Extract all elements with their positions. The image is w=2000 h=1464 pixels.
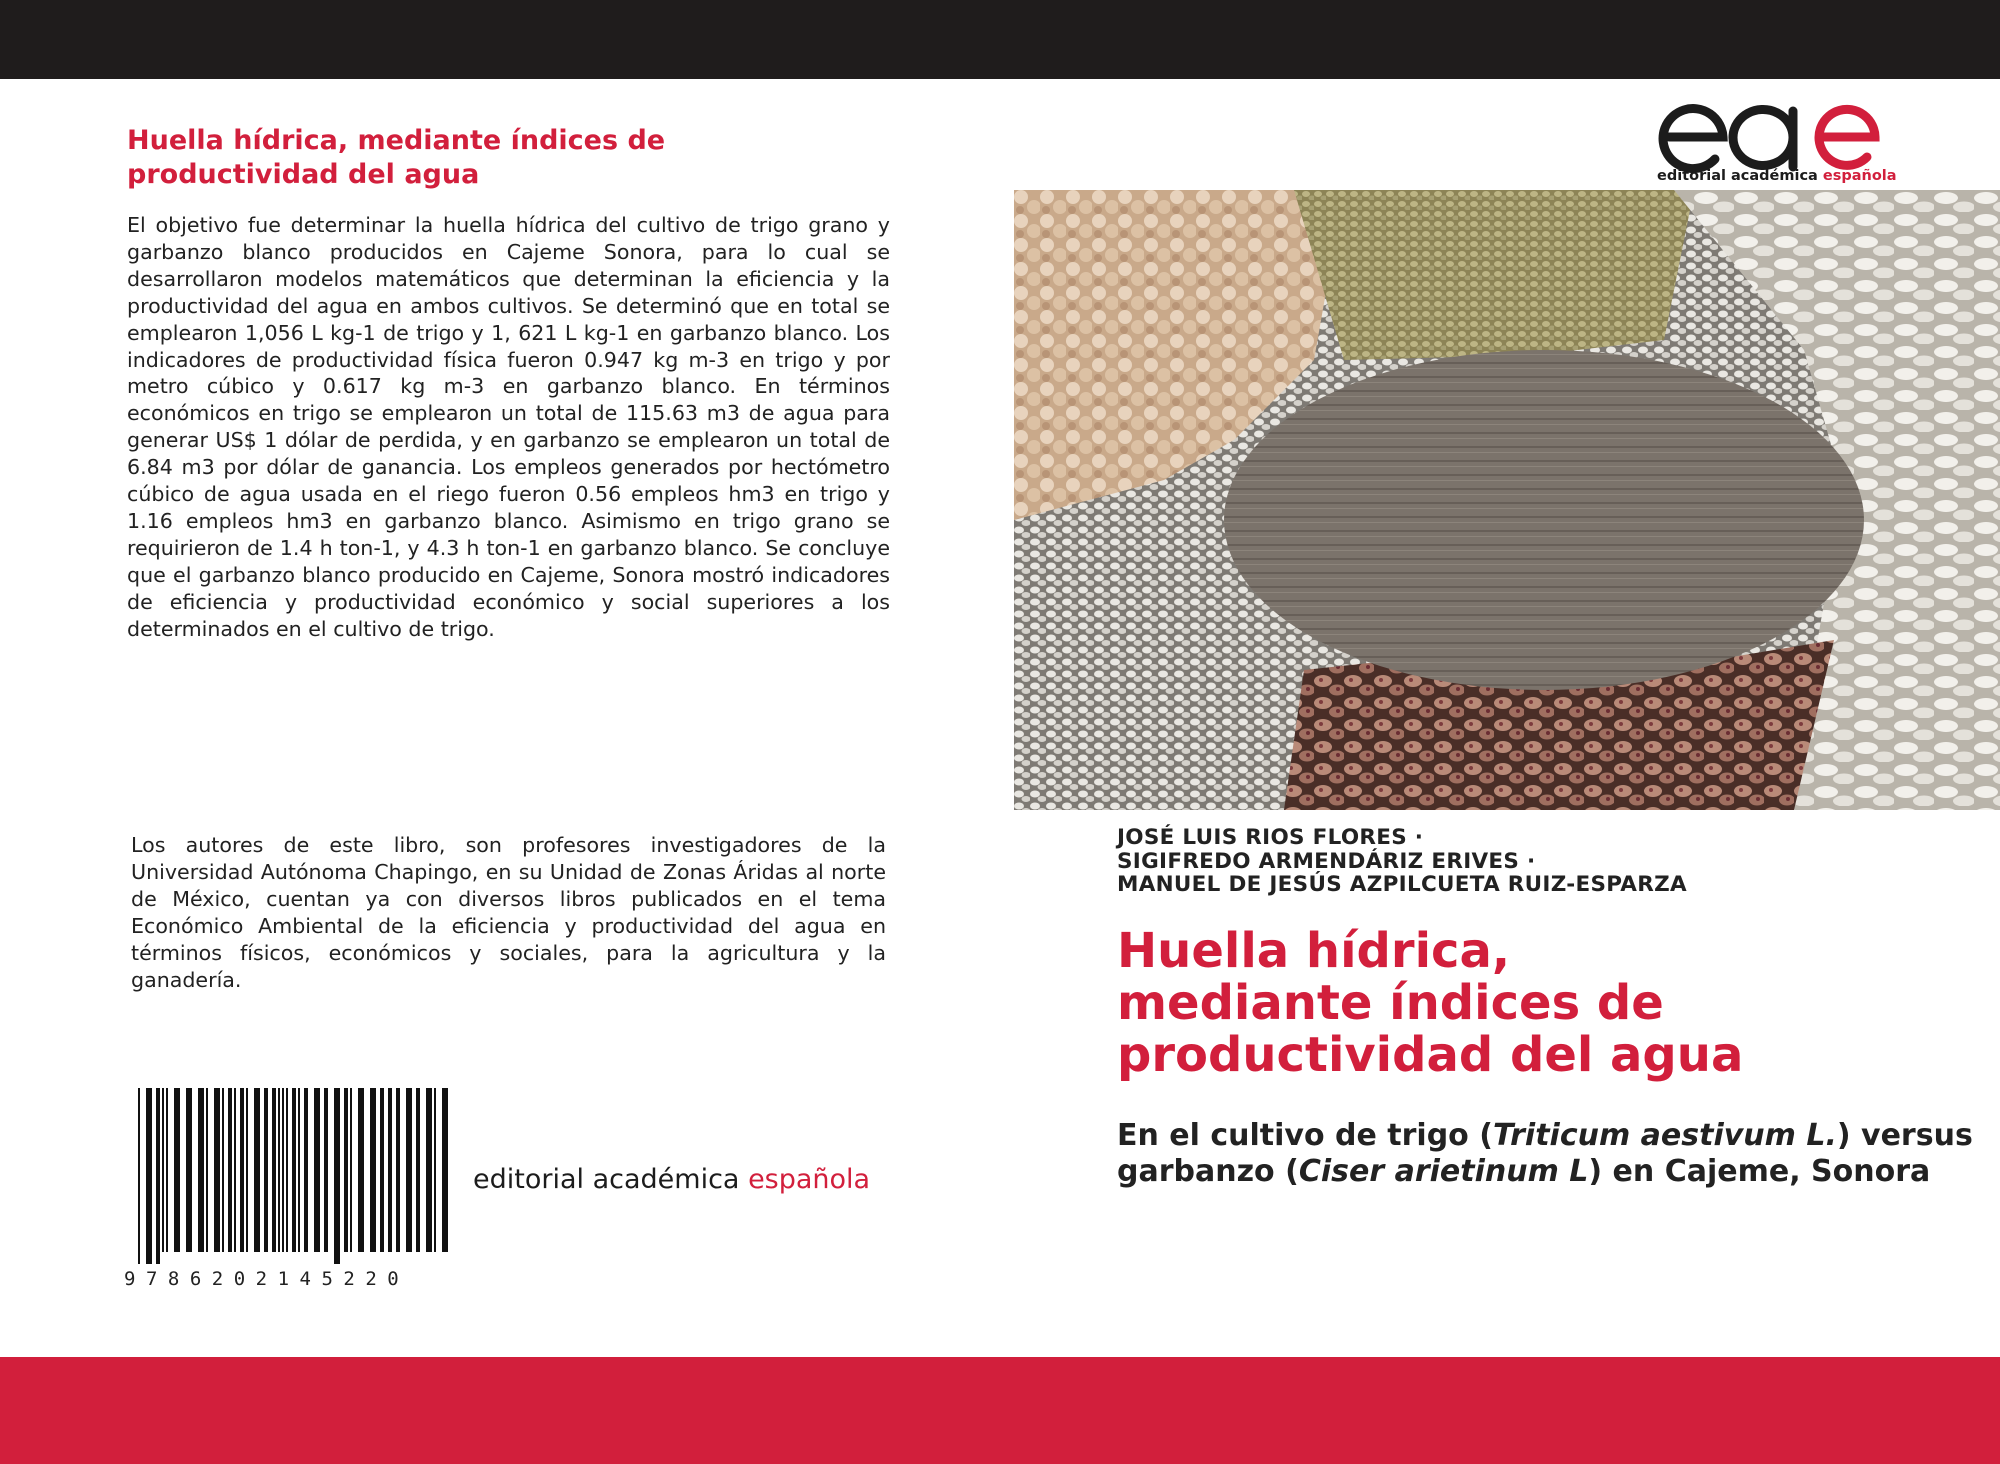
barcode-bar — [282, 1088, 284, 1252]
barcode-bar — [396, 1088, 400, 1252]
publisher-name — [473, 1164, 893, 1195]
barcode-bar — [406, 1088, 412, 1252]
barcode-bar — [186, 1088, 192, 1252]
back-title-line-2: productividad del agua — [127, 159, 480, 190]
cover-photo-legumes — [1014, 190, 2000, 810]
barcode-bar — [380, 1088, 384, 1252]
barcode-bar — [234, 1088, 236, 1252]
isbn-barcode — [124, 1088, 460, 1298]
bottom-band — [0, 1357, 2000, 1464]
author-2: SIGIFREDO ARMENDÁRIZ ERIVES · — [1117, 848, 1536, 874]
authors-bio: Los autores de este libro, son profesores investigadores de la Universidad Autónoma Chapingo, en su Unidad de Zonas Áridas al norte de México, cuentan ya con diversos libros publicados en el tema Económico Ambiental de la eficiencia y productividad del agua en términos físicos, económicos y sociales, para la agricultura y la ganadería. — [131, 833, 886, 992]
front-title — [1117, 925, 1977, 1081]
barcode-bar — [138, 1088, 140, 1264]
barcode-bar — [292, 1088, 296, 1252]
top-band — [0, 0, 2000, 79]
barcode-bar — [434, 1088, 436, 1252]
barcode-bar — [370, 1088, 376, 1252]
barcode-bar — [334, 1088, 340, 1264]
barcode-bar — [240, 1088, 244, 1252]
subtitle-part-1: En el cultivo de trigo ( — [1117, 1118, 1493, 1153]
front-title-line-2: mediante índices de — [1117, 975, 1664, 1031]
subtitle-species-wheat: Triticum aestivum L. — [1492, 1118, 1837, 1153]
barcode-bar — [222, 1088, 224, 1252]
author-1: JOSÉ LUIS RIOS FLORES · — [1117, 825, 1424, 850]
front-title-line-1: Huella hídrica, — [1117, 923, 1511, 979]
barcode-bar — [254, 1088, 260, 1252]
barcode-bar — [442, 1088, 448, 1252]
barcode-bar — [156, 1088, 160, 1264]
barcode-bar — [246, 1088, 248, 1252]
author-list — [1117, 826, 1977, 897]
barcode-bar — [146, 1088, 152, 1264]
logo-text — [1657, 168, 1897, 184]
subtitle-part-3: ) en Cajeme, Sonora — [1588, 1154, 1931, 1189]
barcode-bar — [174, 1088, 180, 1252]
barcode-bar — [314, 1088, 320, 1252]
logo-text-accent: española — [1822, 168, 1897, 184]
barcode-bar — [166, 1088, 168, 1252]
barcode-bar — [198, 1088, 204, 1252]
barcode-bar — [304, 1088, 308, 1252]
barcode-bar — [416, 1088, 420, 1252]
front-title-line-3: productividad del agua — [1117, 1027, 1744, 1083]
back-title-line-1: Huella hídrica, mediante índices de — [127, 125, 666, 156]
barcode-bar — [358, 1088, 364, 1252]
barcode-bar — [350, 1088, 352, 1252]
subtitle-part-2: ) versus garbanzo ( — [1117, 1118, 1973, 1189]
barcode-bar — [272, 1088, 276, 1252]
barcode-bar — [264, 1088, 268, 1252]
barcode-bar — [426, 1088, 432, 1252]
barcode-bar — [286, 1088, 288, 1252]
barcode-bar — [162, 1088, 164, 1252]
author-3: MANUEL DE JESÚS AZPILCUETA RUIZ-ESPARZA — [1117, 872, 1687, 897]
barcode-bar — [214, 1088, 220, 1252]
subtitle-species-chickpea: Ciser arietinum L — [1298, 1154, 1589, 1189]
back-abstract: El objetivo fue determinar la huella hídrica del cultivo de trigo grano y garbanzo blanco producidos en Cajeme Sonora, para lo cual se desarrollaron modelos matemáticos que determinan la eficiencia y la productividad del agua en ambos cultivos. Se determinó que en total se emplearon 1,056 L kg-1 de trigo y 1, 621 L kg-1 en garbanzo blanco. Los indicadores de productividad física fueron 0.947 kg m-3 en trigo y por metro cúbico y 0.617 kg m-3 en garbanzo blanco. En términos económicos en trigo se emplearon un total de 115.63 m3 de agua para generar US$ 1 dólar de perdida, y en garbanzo se emplearon un total de 6.84 m3 por dólar de ganancia. Los empleos generados por hectómetro cúbico de agua usada en el riego fueron 0.56 empleos hm3 en trigo y 1.16 empleos hm3 en garbanzo blanco. Asimismo en trigo grano se requirieron de 1.4 h ton-1, y 4.3 h ton-1 en garbanzo blanco. Se concluye que el garbanzo blanco producido en Cajeme, Sonora mostró indicadores de eficiencia y productividad económico y social superiores a los determinados en el cultivo de trigo. — [127, 213, 890, 641]
barcode-bar — [228, 1088, 232, 1252]
barcode-digits: 9786202145220 — [124, 1268, 410, 1290]
front-subtitle — [1117, 1118, 1977, 1190]
publisher-name-accent: española — [748, 1164, 871, 1195]
barcode-bar — [324, 1088, 328, 1252]
barcode-bar — [344, 1088, 348, 1252]
barcode-bar — [206, 1088, 208, 1252]
barcode-bar — [298, 1088, 300, 1252]
back-cover-title — [127, 124, 787, 192]
barcode-bar — [278, 1088, 280, 1252]
logo-text-main: editorial académica — [1657, 168, 1823, 184]
barcode-bar — [388, 1088, 392, 1252]
barcode-bars — [124, 1088, 460, 1264]
publisher-name-main: editorial académica — [473, 1164, 749, 1195]
